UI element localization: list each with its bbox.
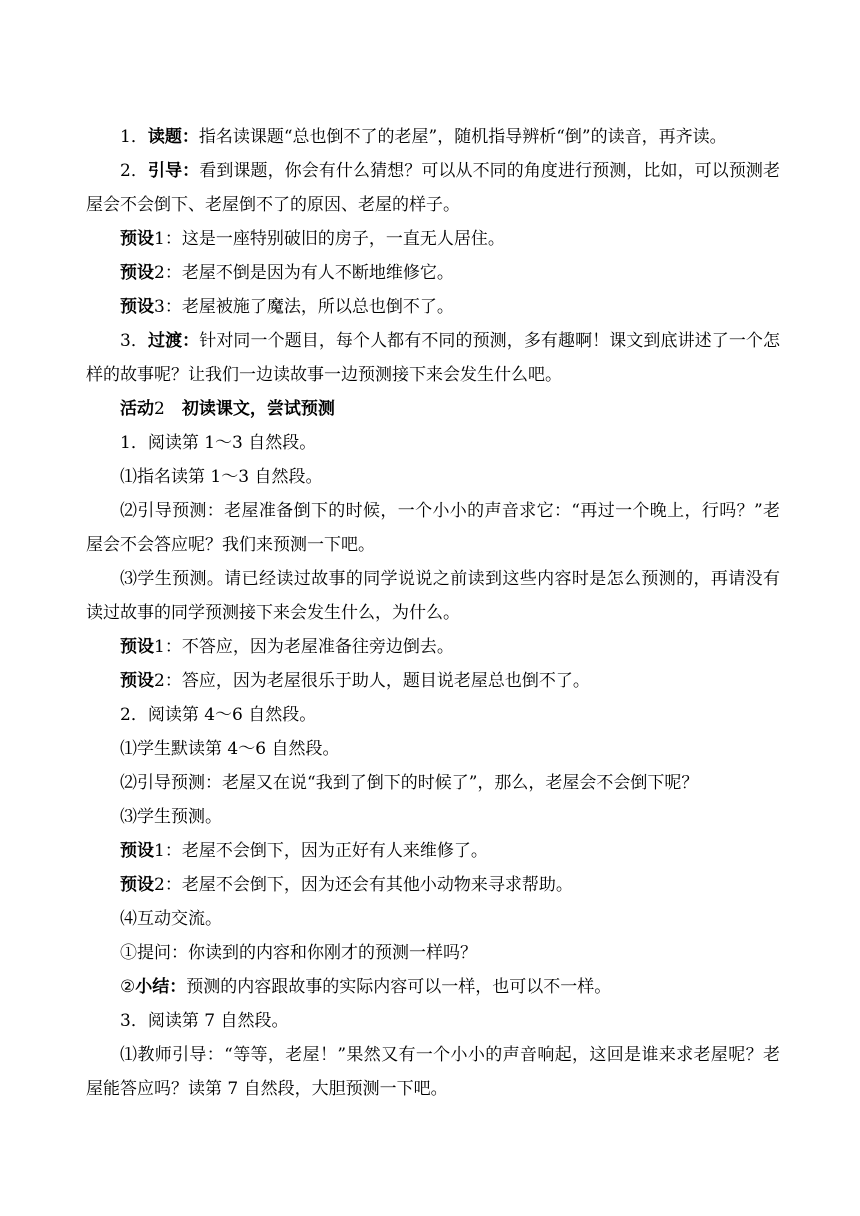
paragraph-preset xyxy=(86,664,780,698)
activity-label: 活动 xyxy=(120,399,154,419)
paragraph-text: 看到课题，你会有什么猜想？可以从不同的角度进行预测，比如，可以预测老屋会不会倒下、老屋倒不了的原因、老屋的样子。 xyxy=(86,161,781,215)
paragraph-step xyxy=(86,800,780,834)
paragraph-text: ⑵引导预测：老屋准备倒下的时候，一个小小的声音求它：“再过一个晚上，行吗？”老屋会不会答应呢？我们来预测一下吧。 xyxy=(86,501,780,555)
paragraph-text: ⑷互动交流。 xyxy=(120,909,222,929)
paragraph-step xyxy=(86,494,780,562)
paragraph-preset xyxy=(86,630,780,664)
bold-label: 预设 xyxy=(120,297,154,317)
paragraph-step xyxy=(86,732,780,766)
paragraph-text: ⑵引导预测：老屋又在说“我到了倒下的时候了”，那么，老屋会不会倒下呢？ xyxy=(120,773,699,793)
paragraph-preset-1 xyxy=(86,222,780,256)
paragraph-text: 2：答应，因为老屋很乐于助人，题目说老屋总也倒不了。 xyxy=(154,671,590,691)
paragraph-transition xyxy=(86,324,780,392)
paragraph-preset xyxy=(86,834,780,868)
activity-title: 初读课文，尝试预测 xyxy=(181,399,335,419)
paragraph-text: 1：不答应，因为老屋准备往旁边倒去。 xyxy=(154,637,454,657)
paragraph-text: 1．阅读第 1～3 自然段。 xyxy=(120,433,317,453)
paragraph-text: ⑴学生默读第 4～6 自然段。 xyxy=(120,739,340,759)
paragraph-read-1-3 xyxy=(86,426,780,460)
paragraph-read-7 xyxy=(86,1004,780,1038)
paragraph-text: 1：这是一座特别破旧的房子，一直无人居住。 xyxy=(154,229,505,249)
paragraph-step xyxy=(86,766,780,800)
paragraph-text: 指名读课题“总也倒不了的老屋”，随机指导辨析“倒”的读音，再齐读。 xyxy=(198,127,727,147)
paragraph-preset xyxy=(86,868,780,902)
bold-label: 读题： xyxy=(147,127,199,147)
paragraph-text: 预测的内容跟故事的实际内容可以一样，也可以不一样。 xyxy=(186,977,612,997)
paragraph-summary xyxy=(86,970,780,1004)
paragraph-text: 2．阅读第 4～6 自然段。 xyxy=(120,705,317,725)
item-number: 2． xyxy=(120,161,148,181)
paragraph-text: ⑶学生预测。 xyxy=(120,807,222,827)
item-number: 1． xyxy=(120,127,148,147)
bold-label: 小结： xyxy=(135,977,187,997)
bold-label: 预设 xyxy=(120,841,154,861)
document-body xyxy=(86,120,780,1106)
item-prefix: ② xyxy=(120,977,136,997)
paragraph-text: 3．阅读第 7 自然段。 xyxy=(120,1011,289,1031)
paragraph-text: ⑴教师引导：“等等，老屋！”果然又有一个小小的声音响起，这回是谁来求老屋呢？老屋能答应吗？读第 7 自然段，大胆预测一下吧。 xyxy=(86,1045,780,1099)
paragraph-step xyxy=(86,936,780,970)
paragraph-text: 2：老屋不倒是因为有人不断地维修它。 xyxy=(154,263,454,283)
paragraph-preset-3 xyxy=(86,290,780,324)
bold-label: 过渡： xyxy=(147,331,200,351)
paragraph-text: ⑶学生预测。请已经读过故事的同学说说之前读到这些内容时是怎么预测的，再请没有读过故事的同学预测接下来会发生什么，为什么。 xyxy=(86,569,780,623)
bold-label: 引导： xyxy=(147,161,200,181)
paragraph-text: 2：老屋不会倒下，因为还会有其他小动物来寻求帮助。 xyxy=(154,875,573,895)
paragraph-text: 1：老屋不会倒下，因为正好有人来维修了。 xyxy=(154,841,488,861)
paragraph-step xyxy=(86,460,780,494)
paragraph-guide xyxy=(86,154,780,222)
bold-label: 预设 xyxy=(120,637,154,657)
bold-label: 预设 xyxy=(120,875,154,895)
paragraph-read-title xyxy=(86,120,780,154)
bold-label: 预设 xyxy=(120,671,154,691)
paragraph-text: ①提问：你读到的内容和你刚才的预测一样吗？ xyxy=(120,943,477,963)
paragraph-text: ⑴指名读第 1～3 自然段。 xyxy=(120,467,323,487)
bold-label: 预设 xyxy=(120,229,154,249)
paragraph-step xyxy=(86,562,780,630)
bold-label: 预设 xyxy=(120,263,154,283)
paragraph-preset-2 xyxy=(86,256,780,290)
activity-number: 2 xyxy=(154,399,182,419)
paragraph-read-4-6 xyxy=(86,698,780,732)
paragraph-step xyxy=(86,902,780,936)
paragraph-text: 针对同一个题目，每个人都有不同的预测，多有趣啊！课文到底讲述了一个怎样的故事呢？让我们一边读故事一边预测接下来会发生什么吧。 xyxy=(86,331,781,385)
paragraph-text: 3：老屋被施了魔法，所以总也倒不了。 xyxy=(154,297,454,317)
activity-heading xyxy=(86,392,780,426)
item-number: 3． xyxy=(120,331,148,351)
paragraph-step xyxy=(86,1038,780,1106)
